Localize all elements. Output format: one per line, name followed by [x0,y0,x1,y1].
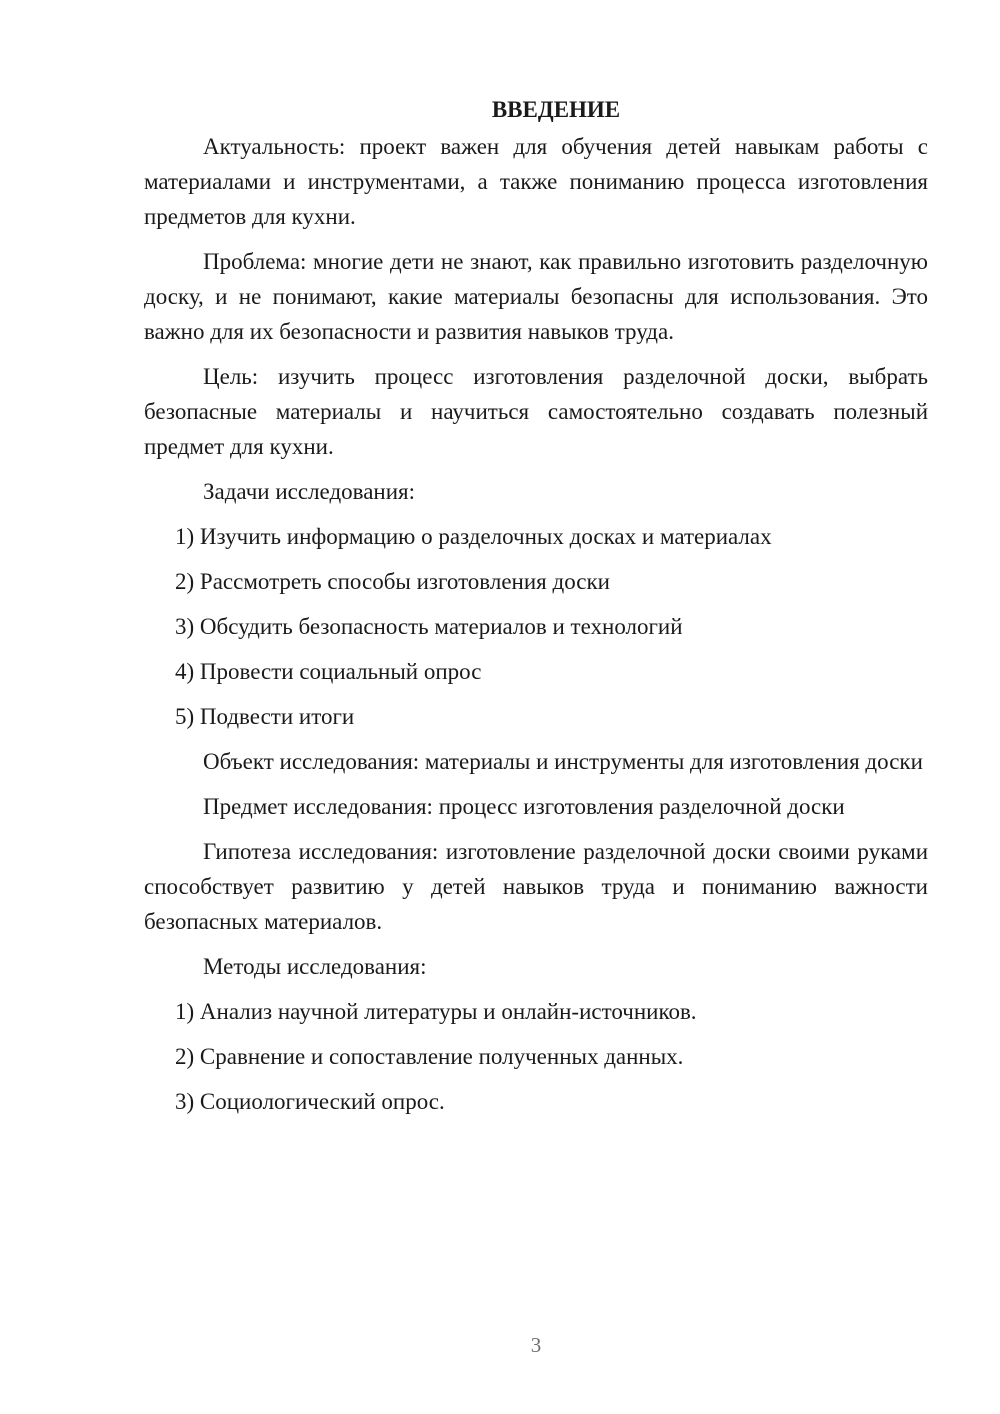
goal-paragraph: Цель: изучить процесс изготовления разделочной доски, выбрать безопасные материалы и научиться самостоятельно создавать полезный предмет для кухни. [144,364,928,459]
problem-paragraph: Проблема: многие дети не знают, как правильно изготовить разделочную доску, и не понимают, какие материалы безопасны для использования. Это важно для их безопасности и развития навыков труда. [144,249,928,344]
methods-heading: Методы исследования: [203,954,427,979]
object-paragraph: Объект исследования: материалы и инструменты для изготовления доски [203,749,923,774]
method-item: 2) Сравнение и сопоставление полученных данных. [175,1044,684,1069]
tasks-list [144,519,928,734]
page-number: 3 [530,1333,542,1357]
task-item: 1) Изучить информацию о разделочных досках и материалах [175,524,772,549]
task-item: 2) Рассмотреть способы изготовления доски [175,569,610,594]
hypothesis-paragraph: Гипотеза исследования: изготовление разделочной доски своими руками способствует развитию у детей навыков труда и пониманию важности безопасных материалов. [144,839,928,934]
method-item: 1) Анализ научной литературы и онлайн-источников. [175,999,697,1024]
page-title: ВВЕДЕНИЕ [491,97,621,122]
relevance-paragraph: Актуальность: проект важен для обучения детей навыкам работы с материалами и инструментами, а также пониманию процесса изготовления предметов для кухни. [144,134,928,229]
subject-paragraph: Предмет исследования: процесс изготовления разделочной доски [203,794,845,819]
task-item: 4) Провести социальный опрос [175,659,482,684]
method-item: 3) Социологический опрос. [175,1089,445,1114]
methods-list [144,994,928,1119]
tasks-heading: Задачи исследования: [203,479,416,504]
page-content [144,92,928,1129]
task-item: 5) Подвести итоги [175,704,355,729]
task-item: 3) Обсудить безопасность материалов и технологий [175,614,683,639]
